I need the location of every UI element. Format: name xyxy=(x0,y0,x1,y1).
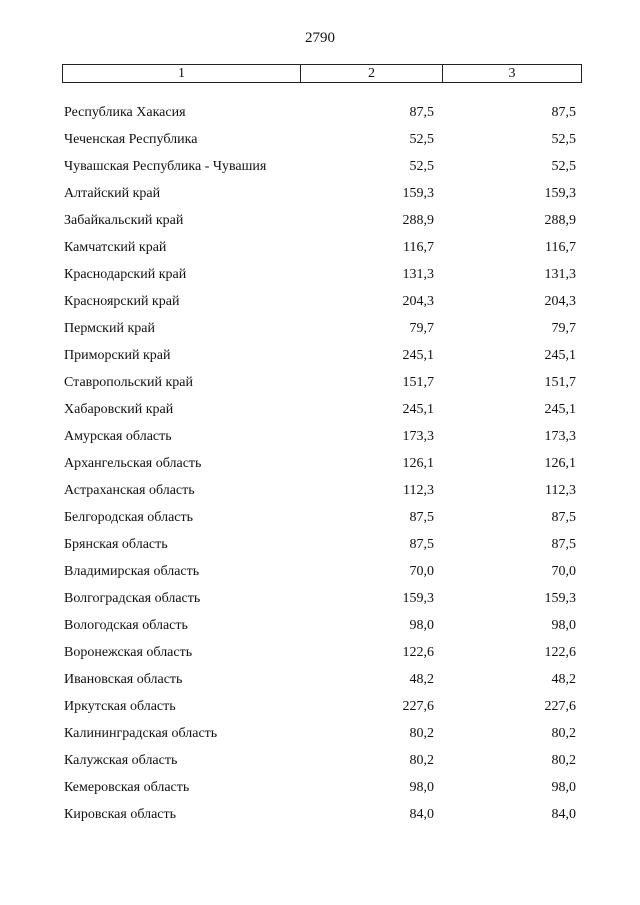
value-col-3: 112,3 xyxy=(545,483,576,498)
value-col-2: 288,9 xyxy=(402,213,434,228)
value-col-2: 80,2 xyxy=(409,753,434,768)
region-name: Чувашская Республика - Чувашия xyxy=(64,159,267,174)
region-name: Забайкальский край xyxy=(64,213,184,228)
region-name: Хабаровский край xyxy=(64,402,174,417)
value-col-3: 48,2 xyxy=(551,672,576,687)
table-row xyxy=(62,748,582,775)
table-row xyxy=(62,424,582,451)
region-name: Кировская область xyxy=(64,807,177,822)
region-name: Архангельская область xyxy=(64,456,202,471)
region-name: Кемеровская область xyxy=(64,780,190,795)
table-row xyxy=(62,586,582,613)
value-col-2: 84,0 xyxy=(409,807,434,822)
table-row xyxy=(62,451,582,478)
table-row xyxy=(62,775,582,802)
value-col-3: 122,6 xyxy=(544,645,576,660)
header-col-3: 3 xyxy=(508,66,516,81)
header-col-2: 2 xyxy=(301,65,443,82)
table-row xyxy=(62,100,582,127)
value-col-2: 131,3 xyxy=(402,267,434,282)
value-col-2: 151,7 xyxy=(402,375,434,390)
value-col-3: 87,5 xyxy=(551,105,576,120)
value-col-3: 80,2 xyxy=(551,726,576,741)
value-col-3: 98,0 xyxy=(551,780,576,795)
value-col-2: 52,5 xyxy=(409,132,434,147)
value-col-3: 80,2 xyxy=(551,753,576,768)
table-row xyxy=(62,208,582,235)
table-row xyxy=(62,262,582,289)
value-col-3: 159,3 xyxy=(544,591,576,606)
value-col-2: 173,3 xyxy=(402,429,434,444)
table-row xyxy=(62,316,582,343)
region-name: Астраханская область xyxy=(64,483,195,498)
table-header xyxy=(62,64,582,83)
table-body xyxy=(62,100,582,829)
value-col-2: 204,3 xyxy=(402,294,434,309)
value-col-2: 245,1 xyxy=(402,348,434,363)
region-name: Приморский край xyxy=(64,348,171,363)
value-col-2: 116,7 xyxy=(403,240,434,255)
value-col-3: 87,5 xyxy=(551,537,576,552)
value-col-2: 52,5 xyxy=(409,159,434,174)
value-col-2: 98,0 xyxy=(409,780,434,795)
table-row xyxy=(62,127,582,154)
value-col-2: 70,0 xyxy=(409,564,434,579)
value-col-2: 87,5 xyxy=(409,537,434,552)
value-col-3: 288,9 xyxy=(544,213,576,228)
value-col-3: 87,5 xyxy=(551,510,576,525)
table-row xyxy=(62,478,582,505)
value-col-2: 48,2 xyxy=(409,672,434,687)
page-number: 2790 xyxy=(305,30,335,46)
table-row xyxy=(62,181,582,208)
region-name: Ивановская область xyxy=(64,672,183,687)
table-row xyxy=(62,370,582,397)
table-row xyxy=(62,154,582,181)
table-row xyxy=(62,640,582,667)
table-row xyxy=(62,289,582,316)
table-row xyxy=(62,343,582,370)
value-col-3: 70,0 xyxy=(551,564,576,579)
region-name: Пермский край xyxy=(64,321,155,336)
value-col-3: 52,5 xyxy=(551,159,576,174)
value-col-2: 87,5 xyxy=(409,510,434,525)
value-col-3: 126,1 xyxy=(544,456,576,471)
table-row xyxy=(62,694,582,721)
table-row xyxy=(62,721,582,748)
value-col-2: 80,2 xyxy=(409,726,434,741)
region-name: Красноярский край xyxy=(64,294,180,309)
value-col-3: 98,0 xyxy=(551,618,576,633)
value-col-3: 116,7 xyxy=(545,240,576,255)
value-col-3: 227,6 xyxy=(544,699,576,714)
value-col-2: 159,3 xyxy=(402,591,434,606)
table-row xyxy=(62,235,582,262)
table-row xyxy=(62,532,582,559)
value-col-2: 112,3 xyxy=(403,483,434,498)
value-col-2: 79,7 xyxy=(409,321,434,336)
region-name: Брянская область xyxy=(64,537,168,552)
value-col-2: 245,1 xyxy=(402,402,434,417)
table-row xyxy=(62,505,582,532)
value-col-3: 159,3 xyxy=(544,186,576,201)
region-name: Белгородская область xyxy=(64,510,194,525)
value-col-3: 84,0 xyxy=(551,807,576,822)
value-col-3: 79,7 xyxy=(551,321,576,336)
value-col-3: 52,5 xyxy=(551,132,576,147)
region-name: Алтайский край xyxy=(64,186,161,201)
value-col-2: 227,6 xyxy=(402,699,434,714)
region-name: Иркутская область xyxy=(64,699,176,714)
table-row xyxy=(62,613,582,640)
value-col-2: 122,6 xyxy=(402,645,434,660)
table-row xyxy=(62,397,582,424)
region-name: Воронежская область xyxy=(64,645,193,660)
region-name: Краснодарский край xyxy=(64,267,187,282)
region-name: Владимирская область xyxy=(64,564,200,579)
header-col-1: 1 xyxy=(63,65,301,82)
region-name: Чеченская Республика xyxy=(64,132,198,147)
table-row xyxy=(62,559,582,586)
region-name: Волгоградская область xyxy=(64,591,201,606)
value-col-3: 245,1 xyxy=(544,348,576,363)
value-col-3: 131,3 xyxy=(544,267,576,282)
region-name: Камчатский край xyxy=(64,240,167,255)
value-col-2: 126,1 xyxy=(402,456,434,471)
value-col-3: 204,3 xyxy=(544,294,576,309)
value-col-3: 151,7 xyxy=(544,375,576,390)
table-row xyxy=(62,802,582,829)
region-name: Калужская область xyxy=(64,753,178,768)
value-col-2: 87,5 xyxy=(409,105,434,120)
value-col-2: 98,0 xyxy=(409,618,434,633)
value-col-2: 159,3 xyxy=(402,186,434,201)
region-name: Амурская область xyxy=(64,429,172,444)
table-row xyxy=(62,667,582,694)
region-name: Калининградская область xyxy=(64,726,218,741)
region-name: Республика Хакасия xyxy=(64,105,186,120)
region-name: Ставропольский край xyxy=(64,375,193,390)
value-col-3: 173,3 xyxy=(544,429,576,444)
value-col-3: 245,1 xyxy=(544,402,576,417)
region-name: Вологодская область xyxy=(64,618,188,633)
